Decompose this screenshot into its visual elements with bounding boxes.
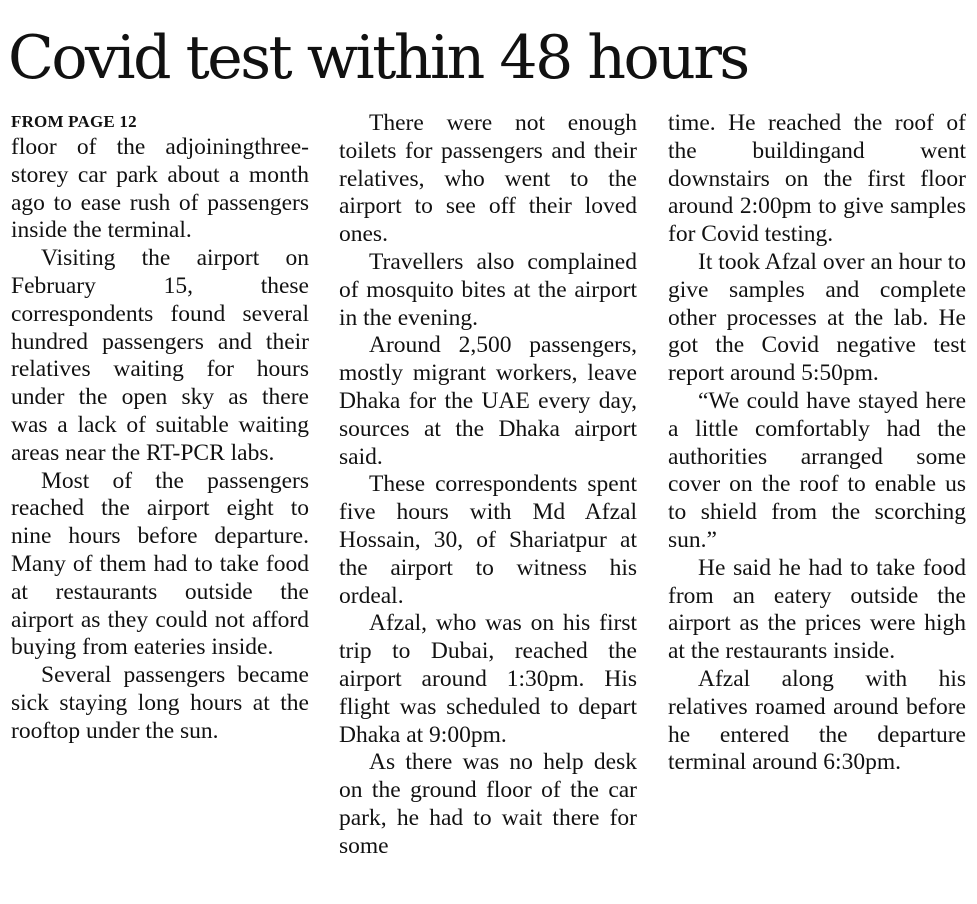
paragraph: It took Afzal over an hour to give samples and complete other processes at the lab. He got the Covid negative test report around 5:50pm. <box>668 248 966 387</box>
kicker-from-page: FROM PAGE 12 <box>11 112 137 131</box>
article-column-2 <box>339 110 637 861</box>
paragraph: These correspondents spent five hours with Md Afzal Hossain, 30, of Shariatpur at the airport to witness his ordeal. <box>339 471 637 609</box>
paragraph: Afzal, who was on his first trip to Dubai, reached the airport around 1:30pm. His flight was scheduled to depart Dhaka at 9:00pm. <box>339 610 637 748</box>
paragraph: “We could have stayed here a little comfortably had the authorities arranged some cover on the roof to enable us to shield from the scorching sun.” <box>668 387 966 553</box>
paragraph: There were not enough toilets for passengers and their relatives, who went to the airport to see off their loved ones. <box>339 110 637 248</box>
paragraph: floor of the adjoiningthree-storey car park about a month ago to ease rush of passengers inside the terminal. <box>11 134 309 244</box>
paragraph: Travellers also complained of mosquito bites at the airport in the evening. <box>339 248 637 331</box>
paragraph: Visiting the airport on February 15, these correspondents found several hundred passengers and their relatives waiting for hours under the open sky as there was a lack of suitable waiting areas near the RT-PCR labs. <box>11 245 309 466</box>
paragraph: Afzal along with his relatives roamed around before he entered the departure terminal around 6:30pm. <box>668 665 966 776</box>
paragraph: He said he had to take food from an eatery outside the airport as the prices were high at the restaurants inside. <box>668 554 966 665</box>
paragraph: Around 2,500 passengers, mostly migrant workers, leave Dhaka for the UAE every day, sources at the Dhaka airport said. <box>339 332 637 470</box>
paragraph: Several passengers became sick staying long hours at the rooftop under the sun. <box>11 662 309 744</box>
paragraph: As there was no help desk on the ground floor of the car park, he had to wait there for some <box>339 749 637 859</box>
paragraph: Most of the passengers reached the airport eight to nine hours before departure. Many of them had to take food at restaurants outside the airport as they could not afford buying from eateries inside. <box>11 467 309 661</box>
headline: Covid test within 48 hours <box>8 23 748 93</box>
article-column-3 <box>668 110 966 777</box>
paragraph: time. He reached the roof of the buildingand went downstairs on the first floor around 2:00pm to give samples for Covid testing. <box>668 110 966 248</box>
article-column-1 <box>11 110 309 746</box>
